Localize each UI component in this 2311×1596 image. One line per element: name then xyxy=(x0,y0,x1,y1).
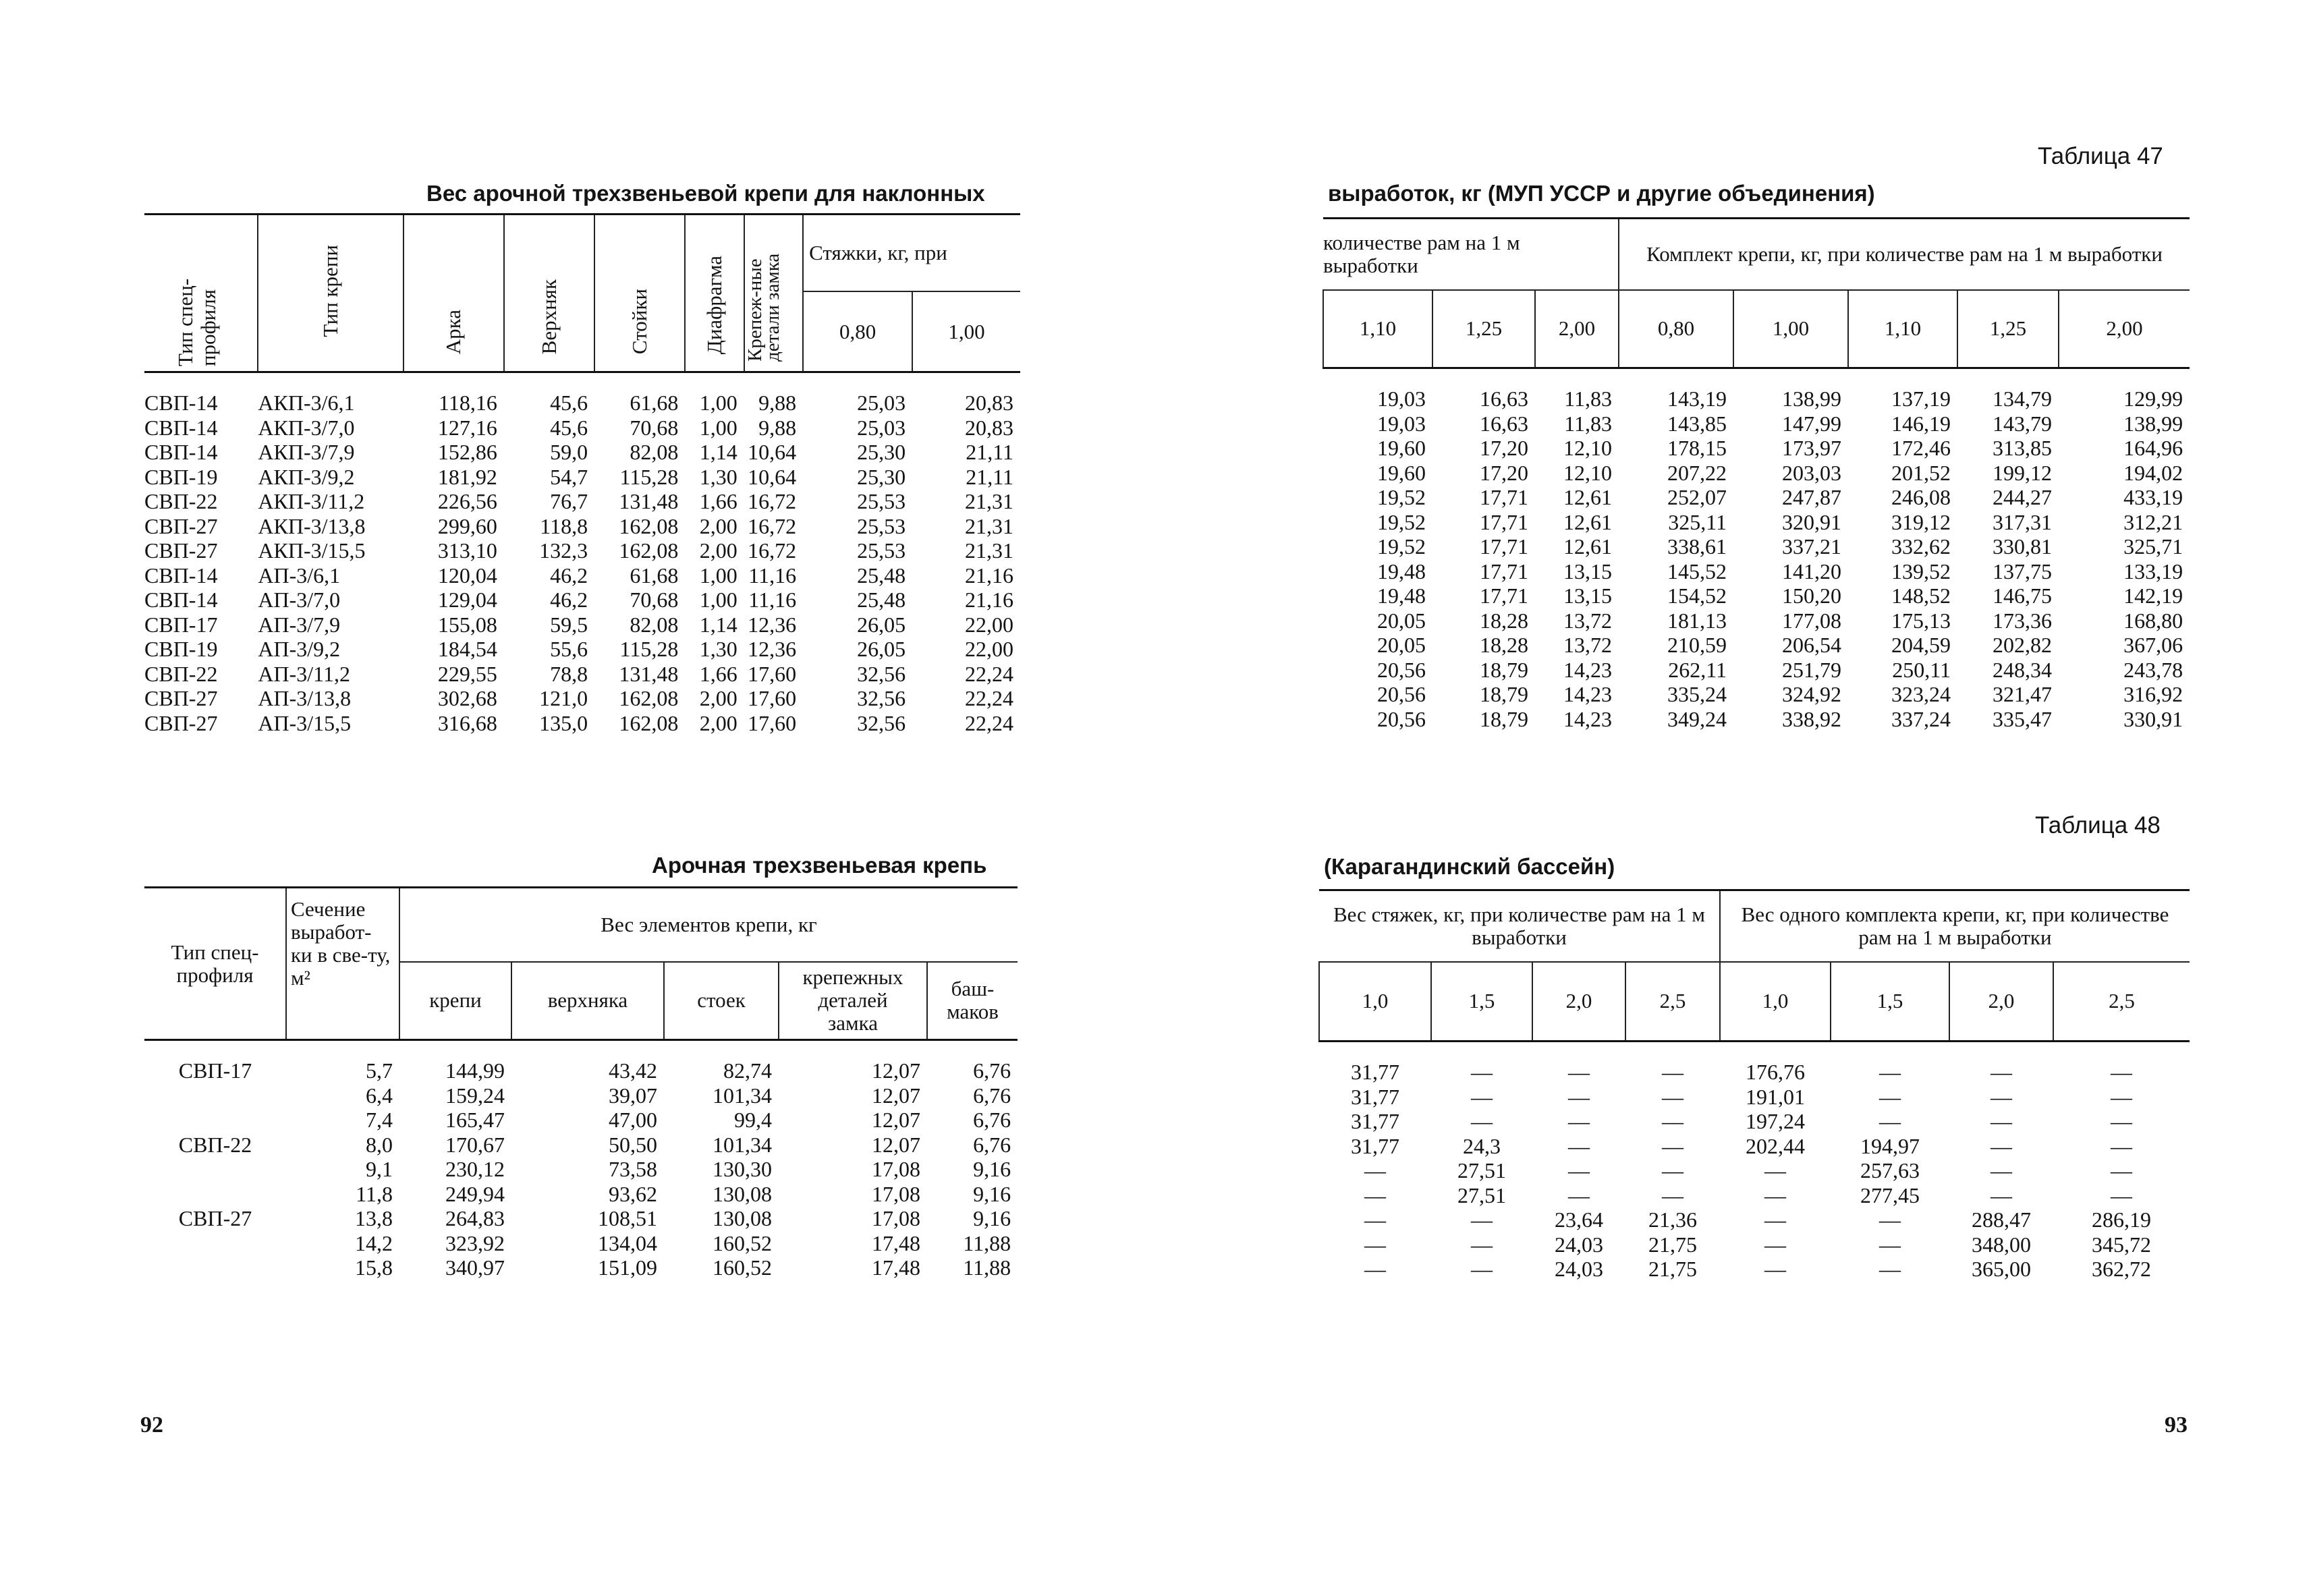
table-row: 7,4 165,47 47,00 99,4 12,07 6,76 xyxy=(366,1108,1011,1132)
hdr-r47-k100: 1,00 xyxy=(1772,316,1810,341)
left-table48-body xyxy=(144,1040,1018,1280)
table-row: 15,8 340,97 151,09 160,52 17,48 11,88 xyxy=(355,1255,1011,1280)
hdr-r47-frames: количестве рам на 1 м выработки xyxy=(1323,230,1520,277)
right-table48-title: (Карагандинский бассейн) xyxy=(1324,854,1615,879)
hdr-r47-k200: 2,00 xyxy=(2106,316,2143,341)
left-table47-title: Вес арочной трехзвеньевой крепи для наклонных xyxy=(426,181,985,206)
table-row: СВП-22 АКП-3/11,2 226,56 76,7 131,48 1,66 16,72 25,53 21,31 xyxy=(144,489,1013,513)
right-page-number: 93 xyxy=(2165,1413,2188,1437)
hdr-r48-t20: 2,0 xyxy=(1565,989,1592,1013)
table-row: СВП-27 АКП-3/15,5 313,10 132,3 162,08 2,00 16,72 25,53 21,31 xyxy=(144,538,1013,563)
right-table47-label: Таблица 47 xyxy=(2038,143,2163,169)
hdr-r48-t25: 2,5 xyxy=(1659,989,1686,1013)
hdr48-profile-type: Тип спец-профиля xyxy=(171,940,259,987)
table-row: СВП-22 8,0 170,67 50,50 101,34 12,07 6,76 xyxy=(178,1132,1011,1157)
hdr48-top-beam: верхняка xyxy=(547,988,628,1013)
table-row: 19,48 17,71 13,15 154,52 150,20 148,52 146,75 142,19 xyxy=(1377,583,2183,608)
left-table47 xyxy=(144,213,1020,735)
table-row: СВП-14 АП-3/7,0 129,04 46,2 70,68 1,00 11,16 25,48 21,16 xyxy=(144,588,1013,612)
hdr-fasteners: Крепеж-ные детали замка xyxy=(744,253,784,362)
hdr-profile-type: Тип спец-профиля xyxy=(173,278,220,366)
table-row: 19,03 16,63 11,83 143,19 138,99 137,19 134,79 129,99 xyxy=(1377,387,2183,411)
table-row: 20,56 18,79 14,23 262,11 251,79 250,11 248,34 243,78 xyxy=(1377,657,2183,682)
table-row: СВП-14 АКП-3/7,9 152,86 59,0 82,08 1,14 10,64 25,30 21,11 xyxy=(144,440,1013,464)
right-table47-body xyxy=(1323,368,2190,732)
table-row: 31,77 — — — 176,76 — — — xyxy=(1351,1060,2132,1084)
hdr-ties-080: 0,80 xyxy=(839,319,876,343)
table-row: 31,77 — — — 191,01 — — — xyxy=(1351,1084,2132,1109)
hdr-r48-k25: 2,5 xyxy=(2109,989,2135,1013)
hdr-r47-k110: 1,10 xyxy=(1884,316,1922,341)
table-row: — — 24,03 21,75 — — 365,00 362,72 xyxy=(1364,1257,2151,1281)
table-row: 19,60 17,20 12,10 207,22 203,03 201,52 199,12 194,02 xyxy=(1377,460,2183,485)
hdr-r48-t15: 1,5 xyxy=(1468,989,1495,1013)
hdr-r47-k080: 0,80 xyxy=(1657,316,1695,341)
table-row: 20,05 18,28 13,72 181,13 177,08 175,13 173,36 168,80 xyxy=(1377,608,2183,633)
table-row: 31,77 — — — 197,24 — — — xyxy=(1351,1109,2132,1133)
hdr-ties-100: 1,00 xyxy=(948,319,985,343)
hdr-r48-k20: 2,0 xyxy=(1988,989,2015,1013)
hdr-r47-110: 1,10 xyxy=(1359,316,1397,341)
table-row: — — 23,64 21,36 — — 288,47 286,19 xyxy=(1364,1207,2151,1232)
hdr-r47-125: 1,25 xyxy=(1465,316,1503,341)
hdr-r48-kit: Вес одного комплекта крепи, кг, при количестве рам на 1 м выработки xyxy=(1741,902,2169,949)
hdr48-shoes: баш-маков xyxy=(947,977,999,1024)
right-table48-body xyxy=(1319,1042,2190,1282)
left-table48-grid xyxy=(144,886,1018,1280)
table-row: 11,8 249,94 93,62 130,08 17,08 9,16 xyxy=(356,1181,1011,1206)
hdr-arch: Арка xyxy=(441,309,466,354)
table-row: СВП-17 АП-3/7,9 155,08 59,5 82,08 1,14 12,36 26,05 22,00 xyxy=(144,612,1013,637)
right-table47-title: выработок, кг (МУП УССР и другие объединения) xyxy=(1328,181,1875,206)
left-table47-body xyxy=(144,372,1020,736)
table-row: 19,52 17,71 12,61 325,11 320,91 319,12 317,31 312,21 xyxy=(1377,509,2183,534)
right-table48-label: Таблица 48 xyxy=(2035,812,2161,838)
table-row: 19,52 17,71 12,61 252,07 247,87 246,08 244,27 433,19 xyxy=(1377,485,2183,509)
hdr-r47-200: 2,00 xyxy=(1558,316,1596,341)
hdr-r48-t10: 1,0 xyxy=(1362,989,1389,1013)
hdr-r48-k15: 1,5 xyxy=(1876,989,1903,1013)
table-row: 19,52 17,71 12,61 338,61 337,21 332,62 330,81 325,71 xyxy=(1377,534,2183,559)
hdr-legs: Стойки xyxy=(628,288,652,354)
left-page-number: 92 xyxy=(140,1413,163,1437)
table-row: СВП-27 АП-3/15,5 316,68 135,0 162,08 2,00 17,60 32,56 22,24 xyxy=(144,710,1013,735)
hdr-ties: Стяжки, кг, при xyxy=(809,241,947,265)
right-table47-grid xyxy=(1322,217,2190,731)
hdr-r47-kit: Комплект крепи, кг, при количестве рам на 1 м выработки xyxy=(1646,241,2163,266)
hdr-r48-k10: 1,0 xyxy=(1762,989,1789,1013)
table-row: СВП-19 АП-3/9,2 184,54 55,6 115,28 1,30 12,36 26,05 22,00 xyxy=(144,637,1013,661)
left-table48 xyxy=(144,886,1018,1280)
hdr-r47-k125: 1,25 xyxy=(1989,316,2027,341)
table-row: СВП-19 АКП-3/9,2 181,92 54,7 115,28 1,30 10,64 25,30 21,11 xyxy=(144,464,1013,489)
hdr48-support: крепи xyxy=(429,988,482,1013)
table-row: 20,05 18,28 13,72 210,59 206,54 204,59 202,82 367,06 xyxy=(1377,633,2183,657)
right-table48-grid xyxy=(1318,889,2190,1282)
table-row: 19,60 17,20 12,10 178,15 173,97 172,46 313,85 164,96 xyxy=(1377,436,2183,460)
table-row: 20,56 18,79 14,23 349,24 338,92 337,24 335,47 330,91 xyxy=(1377,706,2183,731)
table-row: 20,56 18,79 14,23 335,24 324,92 323,24 321,47 316,92 xyxy=(1377,682,2183,706)
table-row: СВП-17 5,7 144,99 43,42 82,74 12,07 6,76 xyxy=(178,1058,1011,1083)
table-row: 31,77 24,3 — — 202,44 194,97 — — xyxy=(1351,1133,2132,1158)
table-row: — 27,51 — — — 277,45 — — xyxy=(1364,1182,2132,1207)
hdr-diaphragm: Диафрагма xyxy=(702,255,727,354)
right-table47 xyxy=(1322,217,2190,731)
table-row: СВП-14 АП-3/6,1 120,04 46,2 61,68 1,00 11,16 25,48 21,16 xyxy=(144,563,1013,588)
hdr-r48-ties: Вес стяжек, кг, при количестве рам на 1 м выработки xyxy=(1333,902,1706,949)
hdr48-section: Сечение выработ-ки в све-ту, м² xyxy=(291,897,391,990)
table-row: 6,4 159,24 39,07 101,34 12,07 6,76 xyxy=(366,1083,1011,1108)
table-row: СВП-22 АП-3/11,2 229,55 78,8 131,48 1,66 17,60 32,56 22,24 xyxy=(144,661,1013,686)
table-row: 19,03 16,63 11,83 143,85 147,99 146,19 143,79 138,99 xyxy=(1377,411,2183,436)
hdr48-element-weight: Вес элементов крепи, кг xyxy=(601,912,817,936)
table-row: СВП-27 13,8 264,83 108,51 130,08 17,08 9,16 xyxy=(178,1206,1011,1230)
left-table47-grid xyxy=(144,213,1020,735)
table-row: 14,2 323,92 134,04 160,52 17,48 11,88 xyxy=(355,1230,1011,1255)
left-table48-title: Арочная трехзвеньевая крепь xyxy=(652,853,987,878)
hdr-support-type: Тип крепи xyxy=(318,244,342,337)
table-row: — — 24,03 21,75 — — 348,00 345,72 xyxy=(1364,1232,2151,1257)
table-row: СВП-27 АП-3/13,8 302,68 121,0 162,08 2,00 17,60 32,56 22,24 xyxy=(144,686,1013,710)
table-row: 9,1 230,12 73,58 130,30 17,08 9,16 xyxy=(366,1157,1011,1181)
hdr48-fasteners: крепежных деталей замка xyxy=(802,965,903,1035)
hdr48-legs: стоек xyxy=(697,988,746,1013)
table-row: СВП-14 АКП-3/7,0 127,16 45,6 70,68 1,00 9,88 25,03 20,83 xyxy=(144,415,1013,440)
table-row: СВП-27 АКП-3/13,8 299,60 118,8 162,08 2,00 16,72 25,53 21,31 xyxy=(144,513,1013,538)
right-table48 xyxy=(1318,889,2190,1282)
hdr-top-beam: Верхняк xyxy=(536,279,561,354)
table-row: — 27,51 — — — 257,63 — — xyxy=(1364,1158,2132,1182)
table-row: СВП-14 АКП-3/6,1 118,16 45,6 61,68 1,00 9,88 25,03 20,83 xyxy=(144,391,1013,415)
table-row: 19,48 17,71 13,15 145,52 141,20 139,52 137,75 133,19 xyxy=(1377,559,2183,583)
